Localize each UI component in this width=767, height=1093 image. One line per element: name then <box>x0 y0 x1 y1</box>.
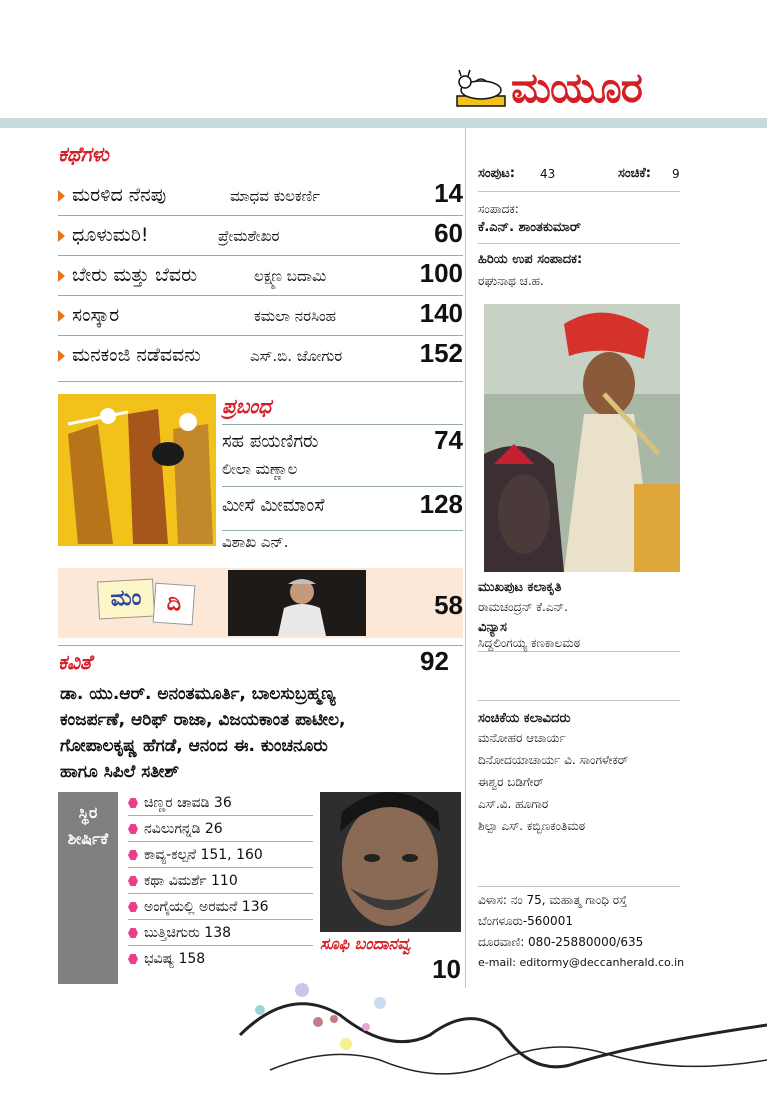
bullet-arrow-icon <box>58 310 65 322</box>
issue-label: ಸಂಚಿಕೆ: <box>618 166 651 181</box>
bullet-hexagon-icon <box>128 876 138 886</box>
essay-item[interactable] <box>222 424 463 458</box>
poem-line: ಕಂಜರ್ಪಣೆ, ಆರಿಫ್ ರಾಜಾ, ವಿಜಯಕಾಂತ ಪಾಟೀಲ, <box>60 710 346 730</box>
story-title: ಮರಳಿದ ನೆನಪು <box>72 184 167 206</box>
regular-item[interactable] <box>128 792 313 816</box>
story-page: 60 <box>434 218 463 248</box>
nandi-logo-icon <box>455 66 507 110</box>
regular-item-label: ಕಥಾ ವಿಮರ್ಶೆ 110 <box>144 873 238 889</box>
cover-artist: ರಾಮಚಂದ್ರನ್ ಕೆ.ಎನ್. <box>478 600 568 614</box>
artist-name: ಎಸ್.ವಿ. ಹೂಗಾರ <box>478 797 549 811</box>
contact-block <box>478 886 685 969</box>
credits-block <box>478 576 680 652</box>
cover-painting <box>484 304 680 572</box>
mandi-card: ಮಂ <box>97 579 155 620</box>
regular-item[interactable] <box>128 896 313 920</box>
poems-rule <box>58 645 463 646</box>
senior-editor-name: ರಘುನಾಥ ಚ.ಹ. <box>478 274 544 288</box>
story-page: 140 <box>419 298 463 328</box>
mandi-card: ದಿ <box>153 583 196 626</box>
poems-page: 92 <box>420 646 449 676</box>
poem-line: ಗೋಪಾಲಕೃಷ್ಣ ಹೆಗಡೆ, ಆನಂದ ಈ. ಕುಂಚನೂರು <box>60 736 328 756</box>
bullet-hexagon-icon <box>128 850 138 860</box>
story-title: ಧೂಳುಮರಿ! <box>72 224 149 246</box>
essay-author: ವಿಶಾಖ ಎನ್. <box>222 530 463 551</box>
issue-number: 9 <box>672 167 680 181</box>
masthead <box>455 62 695 114</box>
essay-illustration <box>58 394 216 546</box>
essays-heading: ಪ್ರಬಂಧ <box>222 394 272 418</box>
essay-author: ಲೀಲಾ ಮಣ್ಣಾಲ <box>222 460 298 478</box>
bullet-hexagon-icon <box>128 824 138 834</box>
mandi-page: 58 <box>434 590 463 620</box>
story-item[interactable] <box>58 256 463 296</box>
poem-line: ಡಾ. ಯು.ಆರ್. ಅನಂತಮೂರ್ತಿ, ಬಾಲಸುಬ್ರಹ್ಮಣ್ಯ <box>60 684 336 704</box>
story-author: ಮಾಧವ ಕುಲಕರ್ಣಿ <box>230 187 321 205</box>
story-item[interactable] <box>58 296 463 336</box>
volume-number: 43 <box>540 167 556 181</box>
artist-name: ಮನೋಹರ ಆಚಾರ್ಯ <box>478 731 566 745</box>
story-page: 152 <box>419 338 463 368</box>
story-author: ಪ್ರೇಮಶೇಖರ <box>218 227 280 245</box>
column-divider <box>465 128 466 988</box>
address-line: ವಿಳಾಸ: ನಂ 75, ಮಹಾತ್ಮ ಗಾಂಧಿ ರಸ್ತೆ <box>478 893 628 907</box>
regular-item[interactable] <box>128 870 313 894</box>
bullet-arrow-icon <box>58 350 65 362</box>
artists-label: ಸಂಚಿಕೆಯ ಕಲಾವಿದರು <box>478 711 571 726</box>
sufi-title: ಸೂಫಿ ಬಂದಾನವ್ವ <box>320 934 411 953</box>
bullet-hexagon-icon <box>128 954 138 964</box>
address-line: ಬೆಂಗಳೂರು-560001 <box>478 914 573 928</box>
issue-info <box>478 160 680 192</box>
mandi-photo <box>228 570 366 636</box>
volume-label: ಸಂಪುಟ: <box>478 166 515 181</box>
bullet-arrow-icon <box>58 230 65 242</box>
story-author: ಕಮಲಾ ನರಸಿಂಹ <box>254 307 337 325</box>
regular-item[interactable] <box>128 844 313 868</box>
bullet-hexagon-icon <box>128 798 138 808</box>
story-title: ಮನಕಂಜಿ ನಡೆವವನು <box>72 344 201 366</box>
cover-label: ಮುಖಪುಟ ಕಲಾಕೃತಿ <box>478 580 562 595</box>
artist-name: ಶಿಲ್ಪಾ ಎಸ್. ಕಬ್ಬಿಣಕಂತಿಮಠ <box>478 819 586 833</box>
bullet-arrow-icon <box>58 190 65 202</box>
artist-name: ದಿನೋದಯಾಚಾರ್ಯ ವಿ. ಸಾಂಗಳೇಕರ್ <box>478 753 629 767</box>
regular-columns <box>58 790 463 986</box>
story-author: ಲಕ್ಷ್ಮಣ ಬದಾಮಿ <box>254 267 327 285</box>
bullet-hexagon-icon <box>128 902 138 912</box>
regular-item-label: ಭವಿಷ್ಯ 158 <box>144 951 206 967</box>
decorative-swirl <box>230 975 767 1093</box>
editor-block <box>478 196 680 244</box>
regular-item-label: ಕಾವ್ಯ-ಕಲ್ಪನೆ 151, 160 <box>144 847 263 863</box>
essay-title: ಮೀಸೆ ಮೀಮಾಂಸೆ <box>222 495 325 516</box>
sufi-photo <box>320 792 461 932</box>
regular-item-label: ಅಂಗೈಯಲ್ಲಿ ಅರಮನೆ 136 <box>144 899 269 915</box>
design-label: ವಿನ್ಯಾಸ <box>478 620 507 635</box>
story-page: 100 <box>419 258 463 288</box>
artist-name: ಈಶ್ವರ ಬಡಿಗೇರ್ <box>478 775 544 789</box>
mandi-section[interactable] <box>58 568 463 638</box>
bullet-hexagon-icon <box>128 928 138 938</box>
senior-editor-label: ಹಿರಿಯ ಉಪ ಸಂಪಾದಕ: <box>478 252 583 267</box>
poem-line: ಹಾಗೂ ಸಿಪಿಲೆ ಸತೀಶ್ <box>60 762 180 782</box>
editor-label: ಸಂಪಾದಕ: <box>478 202 519 216</box>
regular-item[interactable] <box>128 818 313 842</box>
essay-page: 128 <box>419 489 463 519</box>
story-author: ಎಸ್.ಬಿ. ಜೋಗುರ <box>250 347 343 365</box>
essay-item[interactable] <box>222 486 463 520</box>
essays-section <box>58 388 463 558</box>
story-item[interactable] <box>58 336 463 382</box>
essay-page: 74 <box>434 425 463 455</box>
regulars-label-bar <box>58 792 118 984</box>
bullet-arrow-icon <box>58 270 65 282</box>
email-link[interactable]: e-mail: editormy@deccanherald.co.in <box>478 956 685 969</box>
issue-artists <box>478 700 680 840</box>
top-rule <box>0 118 767 128</box>
magazine-title: ಮಯೂರ <box>511 63 642 112</box>
sufi-page: 10 <box>432 954 461 984</box>
story-title: ಸಂಸ್ಕಾರ <box>72 304 120 326</box>
story-item[interactable] <box>58 176 463 216</box>
phone-number: ದೂರವಾಣಿ: 080-25880000/635 <box>478 935 644 949</box>
regular-item-label: ಬುತ್ತಿಚಿಗುರು 138 <box>144 925 232 941</box>
stories-heading: ಕಥೆಗಳು <box>58 142 109 166</box>
regulars-label: ಸ್ಥಿರ ಶೀರ್ಷಿಕೆ <box>67 803 109 848</box>
story-page: 14 <box>434 178 463 208</box>
regular-item-label: ಚಿಣ್ಣರ ಚಾವಡಿ 36 <box>144 795 232 811</box>
poems-heading: ಕವಿತೆ <box>58 650 92 674</box>
regular-item-label: ನವಿಲುಗನ್ನಡಿ 26 <box>144 821 223 837</box>
story-title: ಬೇರು ಮತ್ತು ಬೆವರು <box>72 264 198 286</box>
essay-title: ಸಹ ಪಯಣಿಗರು <box>222 431 319 452</box>
story-item[interactable] <box>58 216 463 256</box>
regular-item[interactable] <box>128 922 313 946</box>
regular-item[interactable] <box>128 948 313 972</box>
editor-name: ಕೆ.ಎನ್. ಶಾಂತಕುಮಾರ್ <box>478 220 581 235</box>
designer-name: ಸಿದ್ದಲಿಂಗಯ್ಯ ಕಣಕಾಲಮಠ <box>478 636 581 650</box>
